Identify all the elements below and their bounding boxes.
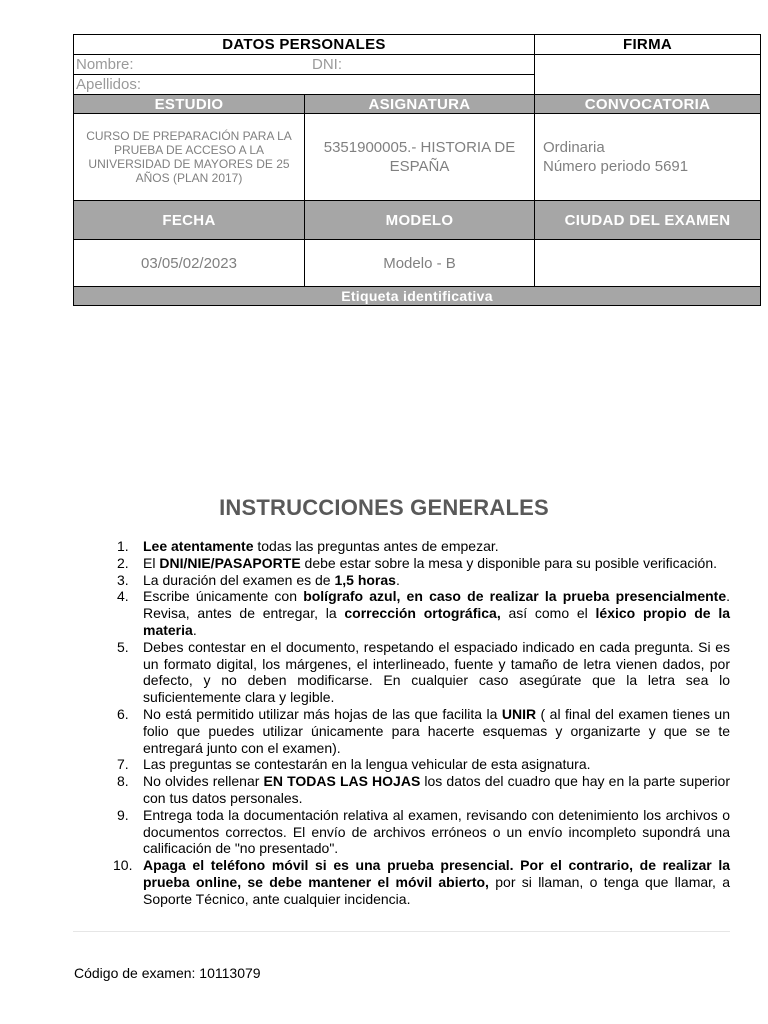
instruction-text: Debes contestar en el documento, respetando el espaciado indicado en cada pregunta. Si es un formato digital, los márgenes, el interlineado, fuente y tamaño de letra vienen dados, por defecto, y no deben modificarse. En cualquier caso asegúrate que la letra sea lo suficientemente clara y legible. [143, 638, 730, 706]
instruction-number: 3. [117, 571, 129, 588]
fecha-heading: FECHA [74, 201, 305, 240]
instruction-item [117, 639, 730, 706]
instruction-item [117, 538, 730, 555]
nombre-label: Nombre: [76, 56, 134, 73]
exam-header-table [73, 34, 761, 306]
instruction-bold-text: Lee atentamente [143, 538, 254, 554]
instruction-text: así como el [500, 605, 596, 622]
instruction-number: 7. [117, 756, 129, 773]
fecha-value: 03/05/02/2023 [74, 240, 305, 287]
instruction-number: 8. [117, 773, 129, 790]
instruction-number: 4. [117, 588, 129, 605]
instruction-text: . Revisa, antes de entregar, la [143, 588, 730, 622]
convocatoria-type: Ordinaria [543, 139, 605, 156]
firma-heading: FIRMA [535, 35, 761, 55]
ciudad-heading: CIUDAD DEL EXAMEN [535, 201, 761, 240]
convocatoria-heading: CONVOCATORIA [535, 95, 761, 114]
instruction-bold-text: DNI/NIE/PASAPORTE [159, 554, 301, 571]
footer-divider [73, 931, 730, 932]
etiqueta-identificativa: Etiqueta identificativa [74, 287, 761, 306]
instruction-item [117, 773, 730, 807]
instruction-item [117, 572, 730, 589]
convocatoria-period: Número periodo 5691 [543, 158, 689, 175]
asignatura-value: 5351900005.- HISTORIA DE ESPAÑA [305, 114, 535, 201]
nombre-field[interactable] [74, 55, 535, 75]
instruction-bold-text: UNIR [501, 705, 537, 722]
instruction-item [117, 706, 730, 756]
instruction-text: los datos del cuadro que hay en la parte superior con tus datos personales. [143, 773, 730, 806]
instruction-number: 5. [117, 638, 129, 655]
instruction-text: Las preguntas se contestarán en la lengua vehicular de esta asignatura. [143, 756, 591, 773]
instruction-item [113, 857, 731, 907]
apellidos-label: Apellidos: [76, 76, 142, 93]
instruction-text: por si llaman, o tenga que llamar, a Soporte Técnico, ante cualquier incidencia. [143, 873, 731, 907]
instruction-number: 10. [113, 857, 133, 874]
instruction-text: La duración del examen es de [143, 571, 335, 588]
exam-code: Código de examen: 10113079 [74, 965, 261, 981]
instructions-title: INSTRUCCIONES GENERALES [219, 495, 549, 520]
instruction-text: El [143, 554, 160, 571]
estudio-value: CURSO DE PREPARACIÓN PARA LA PRUEBA DE ACCESO A LA UNIVERSIDAD DE MAYORES DE 25 AÑOS (PLAN 2017) [74, 114, 305, 201]
instructions-list [113, 538, 731, 908]
modelo-heading: MODELO [305, 201, 535, 240]
instruction-item [117, 756, 730, 773]
instruction-number: 9. [117, 806, 129, 823]
instruction-item [117, 555, 730, 572]
instruction-text: No está permitido utilizar más hojas de las que facilita la [143, 705, 502, 722]
asignatura-heading: ASIGNATURA [305, 95, 535, 114]
instruction-text: No olvides rellenar [143, 773, 264, 790]
instruction-bold-text: Apaga el teléfono móvil si es una prueba presencial. Por el contrario, de realizar la prueba online, se debe mantener el móvil abierto, [143, 857, 730, 890]
instruction-number: 6. [117, 705, 129, 722]
apellidos-field[interactable] [74, 75, 535, 95]
instruction-number: 2. [117, 554, 129, 571]
instruction-item [117, 588, 730, 638]
instruction-bold-text: bolígrafo azul, en caso de realizar la prueba presencialmente [303, 588, 727, 605]
instruction-text: Entrega toda la documentación relativa al examen, revisando con detenimiento los archivos o documentos correctos. El envío de archivos erróneos o un envío incompleto supondrá una calificación de "no presentado". [143, 806, 730, 857]
instruction-text: . [395, 571, 400, 588]
estudio-heading: ESTUDIO [74, 95, 305, 114]
instruction-text: Escribe únicamente con [143, 588, 304, 605]
instruction-bold-text: corrección ortográfica, [344, 605, 501, 622]
instruction-bold-text: EN TODAS LAS HOJAS [263, 773, 421, 790]
datos-personales-heading: DATOS PERSONALES [74, 35, 535, 55]
instruction-bold-text: 1,5 horas [334, 571, 396, 588]
ciudad-field[interactable] [535, 240, 761, 287]
dni-label: DNI: [312, 56, 342, 73]
instruction-text: todas las preguntas antes de empezar. [253, 538, 499, 554]
convocatoria-value [535, 114, 761, 201]
modelo-value: Modelo - B [305, 240, 535, 287]
instruction-text: ( al final del examen tienes un folio que puedes utilizar únicamente para hacerte esquemas y organizarte y que se te entregará junto con el examen). [143, 705, 730, 756]
instruction-text: debe estar sobre la mesa y disponible para su posible verificación. [300, 554, 717, 571]
instruction-item [117, 807, 730, 857]
instruction-number: 1. [117, 538, 129, 554]
instruction-bold-text: léxico propio de la materia [143, 605, 730, 638]
firma-field[interactable] [535, 55, 761, 95]
instruction-text: . [192, 621, 197, 638]
